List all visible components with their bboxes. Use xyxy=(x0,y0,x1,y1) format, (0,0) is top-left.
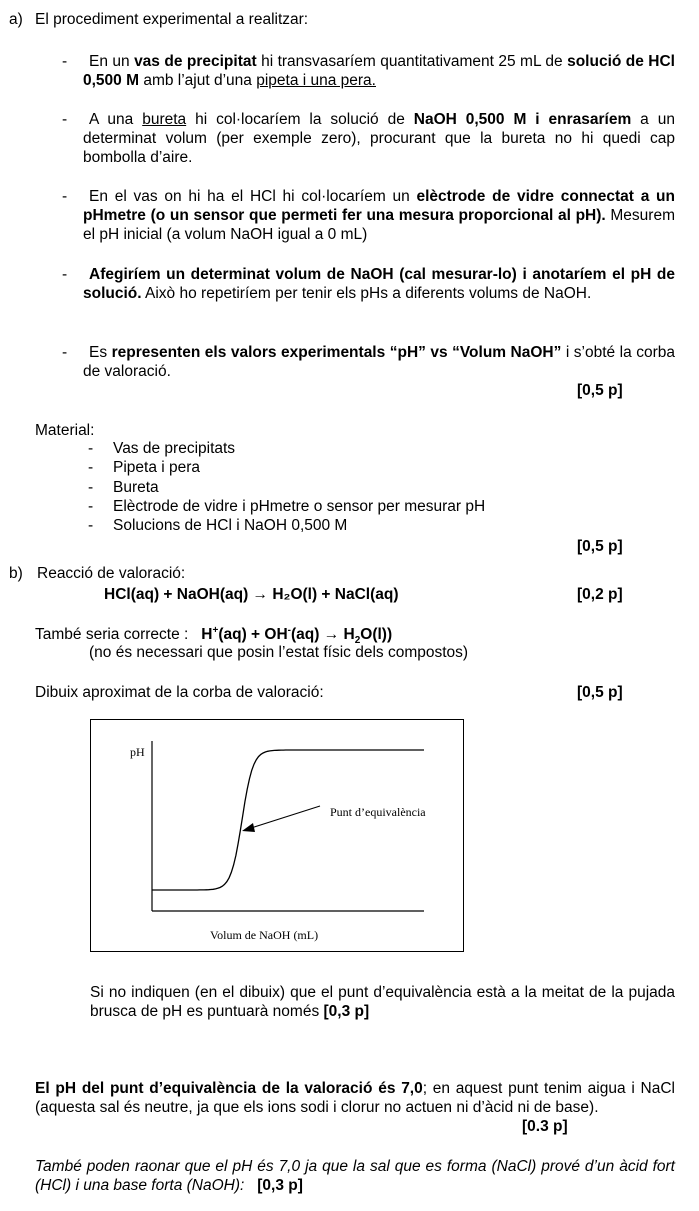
points-label: [0,5 p] xyxy=(577,538,623,555)
material-item: Bureta xyxy=(113,479,159,496)
points-label: [0,5 p] xyxy=(577,684,623,701)
procedure-step: En un vas de precipitat hi transvasaríem quantitativament 25 mL de solució de HCl 0,500 M amb l’ajut d’una pipeta i una pera. xyxy=(83,53,675,89)
drawing-label: Dibuix aproximat de la corba de valoració: xyxy=(35,684,324,701)
bullet-dash: - xyxy=(62,111,68,128)
alt-equation-line xyxy=(35,624,393,647)
bullet-dash: - xyxy=(62,53,68,70)
material-item: Elèctrode de vidre i pHmetre o sensor per mesurar pH xyxy=(113,498,486,515)
bullet-dash: - xyxy=(88,440,94,457)
alt-equation-label: També seria correcte : xyxy=(35,626,189,643)
procedure-step: Es representen els valors experimentals “pH” vs “Volum NaOH” i s’obté la corba de valoració. xyxy=(83,344,675,380)
bullet-dash: - xyxy=(88,517,94,534)
bullet-dash: - xyxy=(88,459,94,476)
alt-reasoning: També poden raonar que el pH és 7,0 ja que la sal que es forma (NaCl) prové d’un àcid fort (HCl) i una base forta (NaOH): [0,3 p] xyxy=(35,1158,675,1194)
bullet-dash: - xyxy=(88,498,94,515)
section-b-heading: Reacció de valoració: xyxy=(37,565,186,582)
x-axis-label: Volum de NaOH (mL) xyxy=(210,928,319,942)
procedure-step: En el vas on hi ha el HCl hi col·locaríem un elèctrode de vidre connectat a un pHmetre (o un sensor que permeti fer una mesura proporcional al pH). Mesurem el pH inicial (a volum NaOH igual a 0 mL) xyxy=(83,188,675,243)
ph-explanation: El pH del punt d’equivalència de la valoració és 7,0; en aquest punt tenim aigua i NaCl (aquesta sal és neutre, ja que els ions sodi i clorur no actuen ni d’àcid ni de base). xyxy=(35,1080,676,1116)
points-label: [0.3 p] xyxy=(522,1118,568,1135)
partial-credit-note: Si no indiquen (en el dibuix) que el punt d’equivalència està a la meitat de la pujada brusca de pH es puntuarà només [0,3 p] xyxy=(90,984,675,1020)
points-label: [0,2 p] xyxy=(577,586,623,603)
points-label: [0,5 p] xyxy=(577,382,623,399)
alt-equation-note: (no és necessari que posin l’estat físic dels compostos) xyxy=(89,644,469,661)
material-item: Solucions de HCl i NaOH 0,500 M xyxy=(113,517,348,534)
ionic-equation: $H^+(aq) + OH^-(aq) \to H_2O(l)$) xyxy=(201,624,393,647)
bullet-dash: - xyxy=(62,266,68,283)
material-item: Pipeta i pera xyxy=(113,459,201,476)
titration-curve-chart xyxy=(90,719,464,952)
bullet-dash: - xyxy=(62,344,68,361)
section-b-marker: b) xyxy=(9,565,23,582)
section-a-heading: El procediment experimental a realitzar: xyxy=(35,11,309,28)
y-axis-label: pH xyxy=(130,745,145,759)
material-item: Vas de precipitats xyxy=(113,440,236,457)
chart-frame xyxy=(91,720,464,952)
procedure-step: A una bureta hi col·locaríem la solució de NaOH 0,500 M i enrasaríem a un determinat volum (per exemple zero), procurant que la bureta no hi quedi cap bombolla d’aire. xyxy=(83,111,675,166)
bullet-dash: - xyxy=(62,188,68,205)
reaction-equation: HCl(aq) + NaOH(aq) → H₂O(l) + NaCl(aq) xyxy=(104,586,399,603)
equivalence-annotation: Punt d’equivalència xyxy=(330,805,426,819)
section-a-marker: a) xyxy=(9,11,23,28)
procedure-step: Afegiríem un determinat volum de NaOH (cal mesurar-lo) i anotaríem el pH de solució. Això ho repetiríem per tenir els pHs a diferents volums de NaOH. xyxy=(83,266,675,302)
material-label: Material: xyxy=(35,422,95,439)
bullet-dash: - xyxy=(88,479,94,496)
